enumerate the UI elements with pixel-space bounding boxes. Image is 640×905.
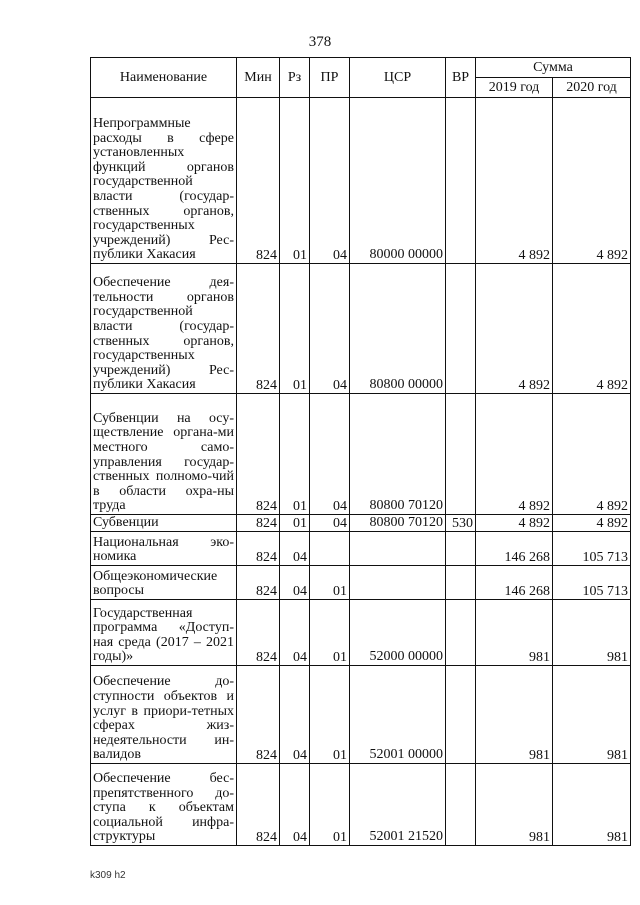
- cell-name: Обеспечение до-ступности объектов и услуг в приори-тетных сферах жиз-недеятельности ин-валидов: [91, 666, 237, 764]
- cell-min: 824: [237, 264, 280, 394]
- budget-table: [90, 57, 631, 846]
- cell-y2020: 4 892: [553, 394, 631, 515]
- cell-vr: [446, 532, 476, 566]
- cell-rz: 04: [280, 764, 310, 846]
- cell-min: 824: [237, 600, 280, 666]
- header-year-2019: 2019 год: [476, 78, 553, 98]
- table-row: [91, 394, 631, 515]
- cell-rz: 01: [280, 98, 310, 264]
- table-row: [91, 515, 631, 532]
- cell-min: 824: [237, 764, 280, 846]
- cell-pr: 04: [310, 264, 350, 394]
- cell-csr: 52001 00000: [350, 666, 446, 764]
- page-number: 378: [308, 34, 332, 50]
- header-name: Наименование: [91, 58, 237, 98]
- cell-vr: [446, 394, 476, 515]
- cell-name: Непрограммные расходы в сфере установленных функций органов государственной власти (государ-ственных органов, государственных учреждений) Рес-публики Хакасия: [91, 98, 237, 264]
- cell-pr: 01: [310, 666, 350, 764]
- cell-y2019: 981: [476, 600, 553, 666]
- footer-code: k309 h2: [90, 870, 126, 881]
- cell-csr: 80000 00000: [350, 98, 446, 264]
- table-row: [91, 666, 631, 764]
- cell-y2019: 4 892: [476, 264, 553, 394]
- cell-y2020: 105 713: [553, 566, 631, 600]
- header-min: Мин: [237, 58, 280, 98]
- cell-vr: [446, 666, 476, 764]
- cell-csr: [350, 566, 446, 600]
- table-row: [91, 764, 631, 846]
- cell-name: Общеэкономические вопросы: [91, 566, 237, 600]
- cell-name: Субвенции на осу-ществление органа-ми местного само-управления государ-ственных полномо-чий в области охра-ны труда: [91, 394, 237, 515]
- table-row: [91, 566, 631, 600]
- cell-vr: [446, 98, 476, 264]
- cell-y2019: 981: [476, 764, 553, 846]
- header-vr: ВР: [446, 58, 476, 98]
- cell-csr: 80800 70120: [350, 394, 446, 515]
- cell-pr: [310, 532, 350, 566]
- header-year-2020: 2020 год: [553, 78, 631, 98]
- cell-pr: 01: [310, 566, 350, 600]
- cell-pr: 01: [310, 764, 350, 846]
- cell-pr: 04: [310, 394, 350, 515]
- cell-min: 824: [237, 98, 280, 264]
- cell-rz: 04: [280, 600, 310, 666]
- cell-y2019: 981: [476, 666, 553, 764]
- cell-y2019: 4 892: [476, 515, 553, 532]
- cell-y2019: 4 892: [476, 394, 553, 515]
- cell-csr: 80800 70120: [350, 515, 446, 532]
- cell-vr: [446, 566, 476, 600]
- cell-y2019: 4 892: [476, 98, 553, 264]
- cell-vr: [446, 764, 476, 846]
- cell-pr: 01: [310, 600, 350, 666]
- cell-csr: 52001 21520: [350, 764, 446, 846]
- cell-csr: [350, 532, 446, 566]
- cell-rz: 04: [280, 666, 310, 764]
- cell-rz: 01: [280, 394, 310, 515]
- table-row: [91, 98, 631, 264]
- header-csr: ЦСР: [350, 58, 446, 98]
- cell-y2020: 981: [553, 666, 631, 764]
- cell-y2020: 4 892: [553, 264, 631, 394]
- cell-min: 824: [237, 666, 280, 764]
- cell-pr: 04: [310, 515, 350, 532]
- cell-rz: 04: [280, 532, 310, 566]
- cell-min: 824: [237, 532, 280, 566]
- cell-name: Обеспечение дея-тельности органов государственной власти (государ-ственных органов, государственных учреждений) Рес-публики Хакасия: [91, 264, 237, 394]
- cell-y2020: 981: [553, 600, 631, 666]
- cell-name: Национальная эко-номика: [91, 532, 237, 566]
- table-row: [91, 600, 631, 666]
- cell-name: Субвенции: [91, 515, 237, 532]
- header-sum: Сумма: [476, 58, 631, 78]
- cell-y2020: 981: [553, 764, 631, 846]
- cell-min: 824: [237, 566, 280, 600]
- cell-name: Обеспечение бес-препятственного до-ступа к объектам социальной инфра-структуры: [91, 764, 237, 846]
- cell-csr: 80800 00000: [350, 264, 446, 394]
- cell-y2020: 4 892: [553, 98, 631, 264]
- cell-csr: 52000 00000: [350, 600, 446, 666]
- cell-rz: 01: [280, 264, 310, 394]
- cell-pr: 04: [310, 98, 350, 264]
- cell-vr: 530: [446, 515, 476, 532]
- cell-vr: [446, 264, 476, 394]
- header-pr: ПР: [310, 58, 350, 98]
- cell-name: Государственная программа «Доступ-ная среда (2017 – 2021 годы)»: [91, 600, 237, 666]
- cell-y2020: 105 713: [553, 532, 631, 566]
- cell-min: 824: [237, 515, 280, 532]
- cell-vr: [446, 600, 476, 666]
- cell-min: 824: [237, 394, 280, 515]
- cell-y2020: 4 892: [553, 515, 631, 532]
- table-row: [91, 532, 631, 566]
- cell-y2019: 146 268: [476, 566, 553, 600]
- table-row: [91, 264, 631, 394]
- cell-y2019: 146 268: [476, 532, 553, 566]
- cell-rz: 04: [280, 566, 310, 600]
- cell-rz: 01: [280, 515, 310, 532]
- header-rz: Рз: [280, 58, 310, 98]
